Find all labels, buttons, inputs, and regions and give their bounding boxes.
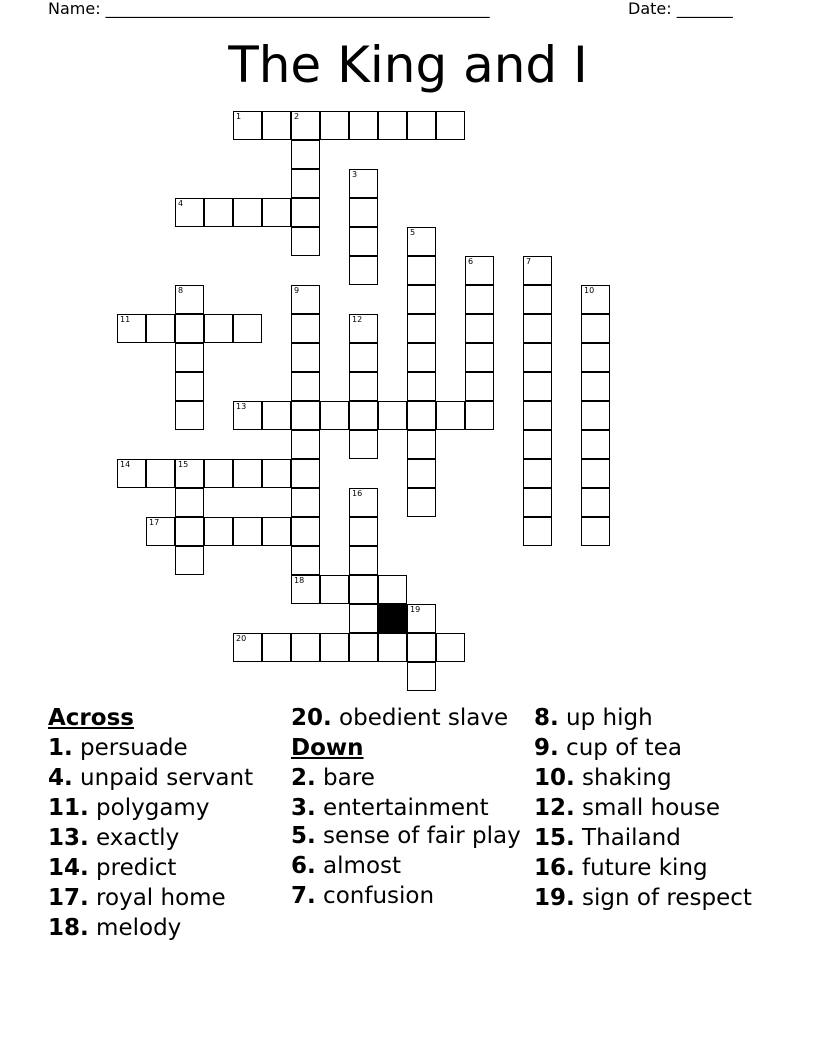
- clue-item-number: 6.: [291, 853, 316, 879]
- clue-item-text: almost: [315, 853, 402, 879]
- grid-cell[interactable]: [146, 459, 175, 488]
- clue-item-text: cup of tea: [558, 735, 682, 761]
- grid-cell[interactable]: [233, 633, 262, 662]
- clue-item-text: Thailand: [574, 825, 681, 851]
- grid-cell[interactable]: [378, 111, 407, 140]
- grid-cell[interactable]: [407, 662, 436, 691]
- clue-item: [48, 763, 288, 793]
- grid-cell[interactable]: [175, 285, 204, 314]
- clue-number: 12: [352, 315, 363, 324]
- clue-item-number: 1.: [48, 735, 73, 761]
- clue-item: [48, 733, 288, 763]
- grid-cell[interactable]: [581, 314, 610, 343]
- clue-item: [48, 883, 288, 913]
- grid-cell[interactable]: [581, 401, 610, 430]
- clue-item-number: 19.: [534, 885, 575, 911]
- grid-cell[interactable]: [320, 111, 349, 140]
- clue-item: [291, 823, 521, 849]
- grid-cell[interactable]: [581, 517, 610, 546]
- grid-cell[interactable]: [146, 517, 175, 546]
- grid-cell[interactable]: [175, 546, 204, 575]
- clue-item: [48, 793, 288, 823]
- grid-cell[interactable]: [233, 517, 262, 546]
- clue-column-1: [48, 703, 288, 943]
- clue-item-number: 20.: [291, 705, 332, 731]
- grid-cell[interactable]: [349, 546, 378, 575]
- clue-number: 7: [526, 257, 532, 266]
- grid-cell[interactable]: [349, 198, 378, 227]
- grid-cell[interactable]: [378, 575, 407, 604]
- clue-item-number: 13.: [48, 825, 89, 851]
- grid-cell[interactable]: [349, 633, 378, 662]
- grid-cell[interactable]: [407, 372, 436, 401]
- clue-item-number: 4.: [48, 765, 73, 791]
- grid-cell[interactable]: [465, 314, 494, 343]
- grid-cell[interactable]: [349, 372, 378, 401]
- clue-item-text: sense of fair play: [315, 823, 521, 849]
- grid-cell[interactable]: [407, 343, 436, 372]
- clue-item-text: royal home: [88, 885, 226, 911]
- clue-item: [291, 703, 521, 733]
- grid-cell[interactable]: [233, 198, 262, 227]
- clue-item: [534, 793, 804, 823]
- grid-cell[interactable]: [204, 314, 233, 343]
- clue-item-text: confusion: [315, 883, 435, 909]
- clue-item: [291, 881, 521, 911]
- clue-item: [534, 703, 804, 733]
- grid-cell[interactable]: [523, 517, 552, 546]
- page-title: The King and I: [228, 36, 588, 94]
- clue-item-text: shaking: [574, 765, 672, 791]
- clue-item-number: 11.: [48, 795, 89, 821]
- clue-item-number: 10.: [534, 765, 575, 791]
- grid-cell[interactable]: [523, 343, 552, 372]
- clue-item-text: predict: [88, 855, 177, 881]
- clue-item: [534, 763, 804, 793]
- grid-cell[interactable]: [320, 575, 349, 604]
- clue-item: [48, 853, 288, 883]
- grid-cell[interactable]: [349, 604, 378, 633]
- grid-cell[interactable]: [233, 401, 262, 430]
- grid-cell[interactable]: [581, 459, 610, 488]
- clue-number: 1: [236, 112, 242, 121]
- clue-column-3: [534, 703, 804, 913]
- grid-cell[interactable]: [320, 633, 349, 662]
- grid-cell[interactable]: [523, 285, 552, 314]
- grid-cell[interactable]: [407, 314, 436, 343]
- grid-cell[interactable]: [291, 488, 320, 517]
- clue-item: [291, 763, 521, 793]
- clue-number: 17: [149, 518, 160, 527]
- grid-cell[interactable]: [233, 111, 262, 140]
- grid-cell[interactable]: [291, 372, 320, 401]
- grid-cell[interactable]: [262, 198, 291, 227]
- grid-cell[interactable]: [436, 401, 465, 430]
- clue-item-text: melody: [88, 915, 182, 941]
- clue-item-text: small house: [574, 795, 720, 821]
- grid-cell[interactable]: [349, 227, 378, 256]
- clue-item: [48, 913, 288, 943]
- grid-cell[interactable]: [378, 633, 407, 662]
- grid-cell[interactable]: [233, 314, 262, 343]
- clue-number: 15: [178, 460, 189, 469]
- grid-cell[interactable]: [175, 459, 204, 488]
- grid-cell[interactable]: [407, 111, 436, 140]
- grid-cell[interactable]: [436, 111, 465, 140]
- grid-cell[interactable]: [291, 343, 320, 372]
- grid-cell[interactable]: [436, 633, 465, 662]
- grid-cell[interactable]: [581, 372, 610, 401]
- grid-cell[interactable]: [262, 111, 291, 140]
- grid-cell[interactable]: [117, 314, 146, 343]
- clue-item-number: 8.: [534, 705, 559, 731]
- clue-item-number: 15.: [534, 825, 575, 851]
- clue-item: [534, 883, 804, 913]
- clue-number: 19: [410, 605, 421, 614]
- grid-cell[interactable]: [175, 401, 204, 430]
- grid-cell[interactable]: [291, 546, 320, 575]
- grid-cell[interactable]: [291, 517, 320, 546]
- clue-item-number: 9.: [534, 735, 559, 761]
- grid-cell[interactable]: [349, 343, 378, 372]
- clue-item: [534, 823, 804, 853]
- clue-number: 10: [584, 286, 595, 295]
- grid-cell[interactable]: [523, 372, 552, 401]
- grid-cell[interactable]: [291, 285, 320, 314]
- grid-cell[interactable]: [262, 517, 291, 546]
- clue-item: [534, 853, 804, 883]
- clue-item: [291, 851, 521, 881]
- clue-item-text: exactly: [88, 825, 180, 851]
- grid-cell[interactable]: [523, 314, 552, 343]
- date-field-label: Date: _______: [628, 0, 733, 18]
- grid-cell[interactable]: [349, 111, 378, 140]
- grid-cell[interactable]: [407, 459, 436, 488]
- clue-number: 14: [120, 460, 131, 469]
- grid-cell[interactable]: [407, 604, 436, 633]
- clue-item: [48, 823, 288, 853]
- grid-cell[interactable]: [175, 372, 204, 401]
- grid-cell[interactable]: [407, 430, 436, 459]
- grid-cell[interactable]: [262, 401, 291, 430]
- grid-cell[interactable]: [175, 488, 204, 517]
- grid-cell[interactable]: [407, 488, 436, 517]
- clue-item-text: future king: [574, 855, 708, 881]
- grid-cell[interactable]: [175, 343, 204, 372]
- grid-cell[interactable]: [378, 401, 407, 430]
- grid-cell[interactable]: [262, 459, 291, 488]
- grid-cell[interactable]: [349, 169, 378, 198]
- grid-cell[interactable]: [523, 488, 552, 517]
- clue-number: 3: [352, 170, 358, 179]
- grid-cell[interactable]: [349, 575, 378, 604]
- clue-item-text: sign of respect: [574, 885, 752, 911]
- grid-cell[interactable]: [407, 633, 436, 662]
- clue-item-number: 3.: [291, 795, 316, 821]
- grid-cell[interactable]: [465, 372, 494, 401]
- grid-cell[interactable]: [175, 198, 204, 227]
- down-heading: Down: [291, 735, 364, 761]
- clue-item-number: 5.: [291, 823, 316, 849]
- grid-cell[interactable]: [407, 285, 436, 314]
- grid-cell[interactable]: [291, 111, 320, 140]
- grid-cell[interactable]: [204, 459, 233, 488]
- clue-item-number: 17.: [48, 885, 89, 911]
- clue-item-text: persuade: [72, 735, 188, 761]
- clue-number: 5: [410, 228, 416, 237]
- grid-cell[interactable]: [407, 401, 436, 430]
- grid-cell[interactable]: [291, 227, 320, 256]
- grid-cell[interactable]: [291, 314, 320, 343]
- clue-item-number: 7.: [291, 883, 316, 909]
- clue-item-text: obedient slave: [331, 705, 509, 731]
- clue-number: 6: [468, 257, 474, 266]
- clue-number: 13: [236, 402, 247, 411]
- clue-number: 9: [294, 286, 300, 295]
- clue-item: [291, 793, 521, 823]
- grid-cell[interactable]: [523, 430, 552, 459]
- grid-cell[interactable]: [349, 256, 378, 285]
- grid-cell[interactable]: [262, 633, 291, 662]
- clue-item-text: polygamy: [88, 795, 210, 821]
- grid-cell[interactable]: [581, 488, 610, 517]
- black-cell: [378, 604, 407, 633]
- clue-item-number: 2.: [291, 765, 316, 791]
- clue-item-text: bare: [315, 765, 375, 791]
- grid-cell[interactable]: [581, 343, 610, 372]
- clue-item-number: 12.: [534, 795, 575, 821]
- grid-cell[interactable]: [291, 633, 320, 662]
- clue-number: 4: [178, 199, 184, 208]
- clue-number: 18: [294, 576, 305, 585]
- clue-item-text: unpaid servant: [72, 765, 254, 791]
- grid-cell[interactable]: [407, 256, 436, 285]
- grid-cell[interactable]: [349, 314, 378, 343]
- name-field-label: Name: ________________________________________________: [48, 0, 490, 18]
- grid-cell[interactable]: [407, 227, 436, 256]
- grid-cell[interactable]: [291, 575, 320, 604]
- grid-cell[interactable]: [320, 401, 349, 430]
- clue-item-number: 14.: [48, 855, 89, 881]
- grid-cell[interactable]: [146, 314, 175, 343]
- grid-cell[interactable]: [523, 459, 552, 488]
- clue-item-text: entertainment: [315, 795, 489, 821]
- grid-cell[interactable]: [349, 488, 378, 517]
- grid-cell[interactable]: [291, 198, 320, 227]
- grid-cell[interactable]: [465, 285, 494, 314]
- grid-cell[interactable]: [204, 198, 233, 227]
- grid-cell[interactable]: [349, 401, 378, 430]
- grid-cell[interactable]: [523, 256, 552, 285]
- grid-cell[interactable]: [465, 256, 494, 285]
- clue-column-2: [291, 703, 521, 911]
- grid-cell[interactable]: [291, 401, 320, 430]
- grid-cell[interactable]: [581, 285, 610, 314]
- grid-cell[interactable]: [291, 140, 320, 169]
- clue-number: 20: [236, 634, 247, 643]
- grid-cell[interactable]: [233, 459, 262, 488]
- clue-item-number: 16.: [534, 855, 575, 881]
- grid-cell[interactable]: [523, 401, 552, 430]
- grid-cell[interactable]: [291, 430, 320, 459]
- clue-number: 2: [294, 112, 300, 121]
- grid-cell[interactable]: [465, 401, 494, 430]
- clue-item-text: up high: [558, 705, 653, 731]
- grid-cell[interactable]: [349, 517, 378, 546]
- grid-cell[interactable]: [117, 459, 146, 488]
- grid-cell[interactable]: [175, 517, 204, 546]
- clue-item-number: 18.: [48, 915, 89, 941]
- grid-cell[interactable]: [465, 343, 494, 372]
- across-heading: Across: [48, 705, 134, 731]
- clue-item: [534, 733, 804, 763]
- grid-cell[interactable]: [349, 430, 378, 459]
- grid-cell[interactable]: [204, 517, 233, 546]
- grid-cell[interactable]: [291, 169, 320, 198]
- grid-cell[interactable]: [175, 314, 204, 343]
- clue-number: 16: [352, 489, 363, 498]
- grid-cell[interactable]: [581, 430, 610, 459]
- grid-cell[interactable]: [291, 459, 320, 488]
- clue-number: 11: [120, 315, 131, 324]
- clue-number: 8: [178, 286, 184, 295]
